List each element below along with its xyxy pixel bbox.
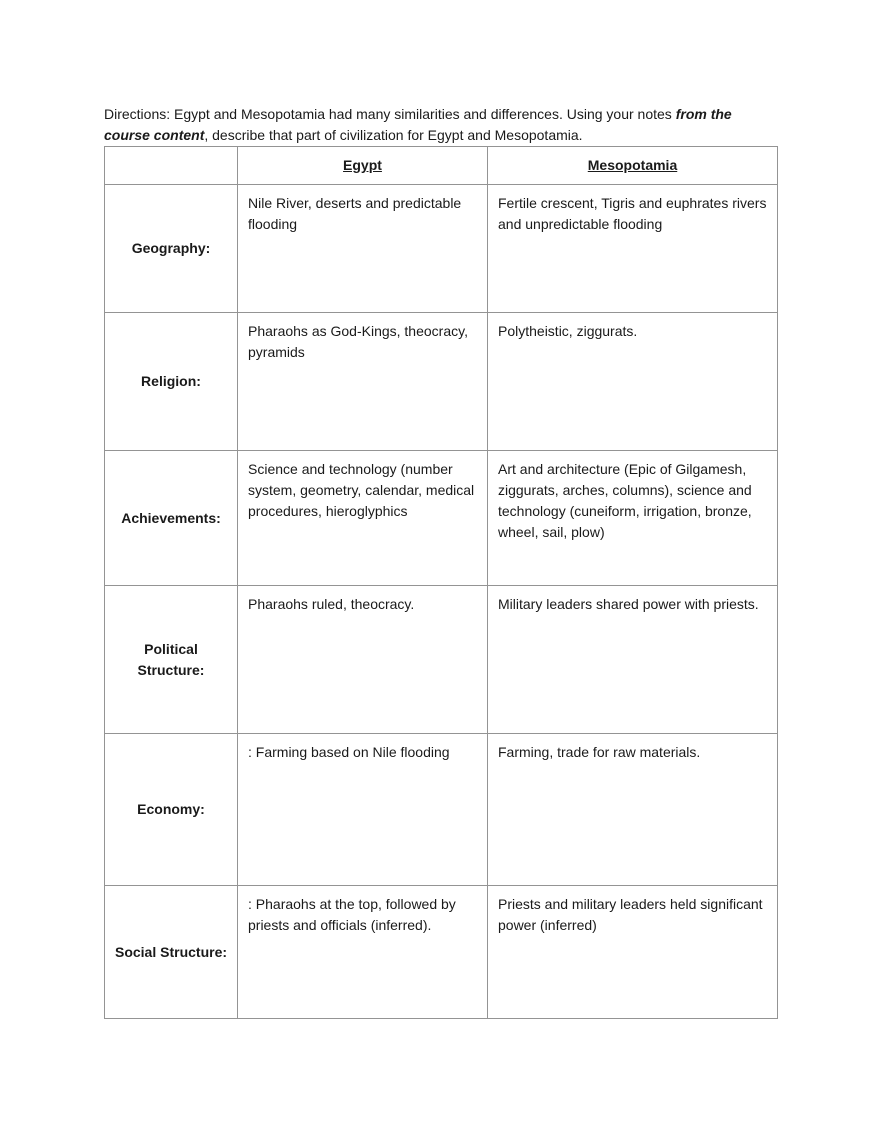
- cell-achievements-egypt: Science and technology (number system, geometry, calendar, medical procedures, hieroglyphics: [238, 451, 488, 586]
- directions-text-end: , describe that part of civilization for Egypt and Mesopotamia.: [204, 127, 583, 143]
- cell-geography-egypt: Nile River, deserts and predictable flooding: [238, 185, 488, 313]
- cell-political-structure-egypt: Pharaohs ruled, theocracy.: [238, 586, 488, 734]
- row-label-geography: Geography:: [105, 185, 238, 313]
- header-egypt: Egypt: [238, 147, 488, 185]
- cell-religion-mesopotamia: Polytheistic, ziggurats.: [488, 313, 778, 451]
- cell-achievements-mesopotamia: Art and architecture (Epic of Gilgamesh, ziggurats, arches, columns), science and technology (cuneiform, irrigation, bronze, wheel, sail, plow): [488, 451, 778, 586]
- cell-religion-egypt: Pharaohs as God-Kings, theocracy, pyramids: [238, 313, 488, 451]
- directions-emphasis: from the course content: [104, 106, 732, 143]
- cell-geography-mesopotamia: Fertile crescent, Tigris and euphrates rivers and unpredictable flooding: [488, 185, 778, 313]
- directions-paragraph: [104, 104, 777, 146]
- table-row-economy: [105, 734, 778, 886]
- row-label-social-structure: Social Structure:: [105, 886, 238, 1019]
- row-label-political-structure: Political Structure:: [105, 586, 238, 734]
- directions-text-start: Directions: Egypt and Mesopotamia had many similarities and differences. Using your notes: [104, 106, 672, 122]
- table-row-social-structure: [105, 886, 778, 1019]
- row-label-achievements: Achievements:: [105, 451, 238, 586]
- cell-economy-mesopotamia: Farming, trade for raw materials.: [488, 734, 778, 886]
- cell-social-structure-mesopotamia: Priests and military leaders held significant power (inferred): [488, 886, 778, 1019]
- comparison-table: [104, 146, 778, 1019]
- table-row-political-structure: [105, 586, 778, 734]
- cell-social-structure-egypt: : Pharaohs at the top, followed by priests and officials (inferred).: [238, 886, 488, 1019]
- row-label-economy: Economy:: [105, 734, 238, 886]
- table-row-geography: [105, 185, 778, 313]
- row-label-religion: Religion:: [105, 313, 238, 451]
- header-empty-cell: [105, 147, 238, 185]
- table-header-row: [105, 147, 778, 185]
- cell-economy-egypt: : Farming based on Nile flooding: [238, 734, 488, 886]
- table-row-achievements: [105, 451, 778, 586]
- cell-political-structure-mesopotamia: Military leaders shared power with priests.: [488, 586, 778, 734]
- header-mesopotamia: Mesopotamia: [488, 147, 778, 185]
- table-row-religion: [105, 313, 778, 451]
